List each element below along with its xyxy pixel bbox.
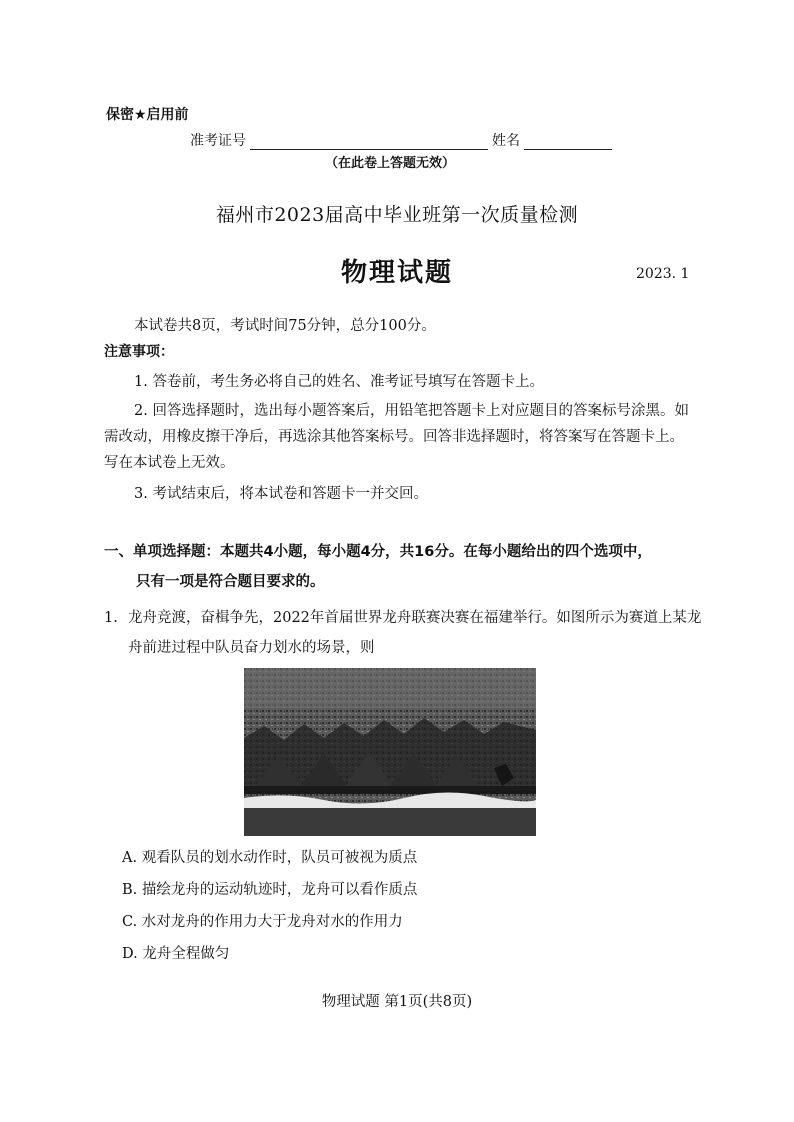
section-heading-line1: 一、单项选择题：本题共4小题，每小题4分，共16分。在每小题给出的四个选项中， bbox=[104, 544, 652, 560]
confidential-label: 保密★启用前 bbox=[106, 107, 189, 123]
notice-item: 1. 答卷前，考生务必将自己的姓名、准考证号填写在答题卡上。 bbox=[134, 374, 544, 390]
exam-title: 福州市2023届高中毕业班第一次质量检测 bbox=[215, 204, 579, 226]
invalid-note: （在此卷上答题无效） bbox=[325, 156, 456, 171]
question-1 bbox=[104, 603, 704, 663]
name-label: 姓名 bbox=[492, 133, 520, 149]
candidate-info-line bbox=[190, 130, 612, 150]
notice-item: 2. 回答选择题时，选出每小题答案后，用铅笔把答题卡上对应题目的答案标号涂黑。如需改动，用橡皮擦干净后，再选涂其他答案标号。回答非选择题时，将答案写在答题卡上。写在本试卷上无效。 bbox=[104, 403, 689, 471]
option-c: C. 水对龙舟的作用力大于龙舟对水的作用力 bbox=[122, 914, 403, 930]
question-number: 1. bbox=[104, 610, 118, 626]
intro-text: 本试卷共8页，考试时间75分钟，总分100分。 bbox=[134, 318, 436, 334]
option-b: B. 描绘龙舟的运动轨迹时，龙舟可以看作质点 bbox=[122, 882, 418, 898]
dragon-boat-photo-graphic bbox=[244, 668, 536, 836]
dragon-boat-photo bbox=[244, 668, 536, 836]
page-footer: 物理试题 第1页(共8页) bbox=[321, 994, 473, 1010]
exam-date: 2023. 1 bbox=[636, 266, 690, 282]
option-a: A. 观看队员的划水动作时，队员可被视为质点 bbox=[122, 850, 418, 866]
name-blank bbox=[524, 135, 612, 150]
exam-id-label: 准考证号 bbox=[190, 133, 246, 149]
notice-heading: 注意事项： bbox=[104, 344, 174, 360]
option-d: D. 龙舟全程做匀 bbox=[122, 946, 230, 962]
section-heading-line2: 只有一项是符合题目要求的。 bbox=[136, 574, 325, 590]
exam-id-blank bbox=[250, 135, 488, 150]
notice-item: 3. 考试结束后，将本试卷和答题卡一并交回。 bbox=[134, 486, 428, 502]
question-text: 龙舟竞渡，奋楫争先，2022年首届世界龙舟联赛决赛在福建举行。如图所示为赛道上某龙舟前进过程中队员奋力划水的场景，则 bbox=[128, 610, 702, 656]
subject-title: 物理试题 bbox=[340, 258, 453, 288]
section-heading bbox=[104, 537, 704, 597]
